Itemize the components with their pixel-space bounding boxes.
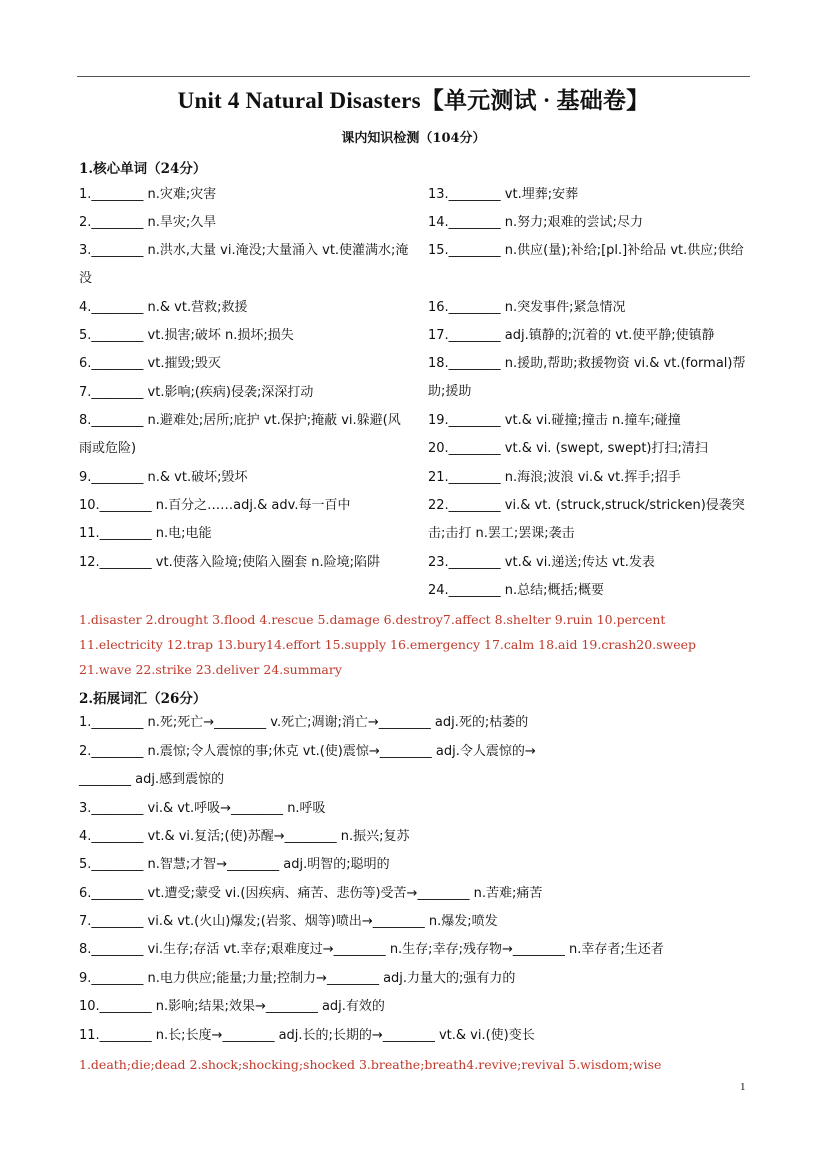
s1-item-15: 15.________ n.供应(量);补给;[pl.]补给品 vt.供应;供给	[428, 243, 744, 258]
s2-item-10: 10.________ n.影响;结果;效果→________ adj.有效的	[79, 999, 385, 1014]
s1-item-18: 18.________ n.援助,帮助;救援物资 vi.& vt.(formal)帮助;援助	[428, 356, 746, 399]
section2-heading: 2.拓展词汇（26分）	[79, 691, 207, 707]
s2-item-4: 4.________ vt.& vi.复活;(使)苏醒→________ n.振兴;复苏	[79, 829, 410, 844]
s1-item-1: 1.________ n.灾难;灾害	[79, 187, 217, 202]
s1-item-9: 9.________ n.& vt.破坏;毁坏	[79, 470, 248, 485]
page-title: Unit 4 Natural Disasters【单元测试 · 基础卷】	[177, 88, 650, 113]
s2-item-8: 8.________ vi.生存;存活 vt.幸存;艰难度过→________ n.生存;幸存;残存物→________ n.幸存者;生还者	[79, 942, 664, 957]
s1-item-10: 10.________ n.百分之……adj.& adv.每一百中	[79, 498, 351, 513]
header-rule	[77, 76, 750, 77]
s2-item-1: 1.________ n.死;死亡→________ v.死亡;凋谢;消亡→________ adj.死的;枯萎的	[79, 715, 529, 730]
s2-item-9: 9.________ n.电力供应;能量;力量;控制力→________ adj.力量大的;强有力的	[79, 971, 516, 986]
s1-item-20: 20.________ vt.& vi. (swept, swept)打扫;清扫	[428, 441, 708, 456]
s2-item-5: 5.________ n.智慧;才智→________ adj.明智的;聪明的	[79, 857, 390, 872]
s2-item-3: 3.________ vi.& vt.呼吸→________ n.呼吸	[79, 801, 326, 816]
page-subtitle: 课内知识检测（104分）	[341, 131, 486, 146]
s1-item-14: 14.________ n.努力;艰难的尝试;尽力	[428, 215, 643, 230]
s1-item-21: 21.________ n.海浪;波浪 vi.& vt.挥手;招手	[428, 470, 681, 485]
page-number: 1	[740, 1081, 746, 1093]
s1-item-2: 2.________ n.旱灾;久旱	[79, 215, 217, 230]
s1-item-23: 23.________ vt.& vi.递送;传达 vt.发表	[428, 555, 655, 570]
s1-item-4: 4.________ n.& vt.营救;救援	[79, 300, 248, 315]
section1-heading: 1.核心单词（24分）	[79, 161, 207, 177]
s1-item-8: 8.________ n.避难处;居所;庇护 vt.保护;掩蔽 vi.躲避(风雨或危险)	[79, 413, 401, 456]
s1-item-5: 5.________ vt.损害;破坏 n.损坏;损失	[79, 328, 294, 343]
s2-item-11: 11.________ n.长;长度→________ adj.长的;长期的→________ vt.& vi.(使)变长	[79, 1028, 535, 1043]
s1-answers-line: 11.electricity 12.trap 13.bury14.effort 15.supply 16.emergency 17.calm 18.aid 19.crash20.sweep	[79, 637, 697, 652]
s1-item-22: 22.________ vi.& vt. (struck,struck/stricken)侵袭突击;击打 n.罢工;罢课;袭击	[428, 498, 745, 541]
s2-item-6: 6.________ vt.遭受;蒙受 vi.(因疾病、痛苦、悲伤等)受苦→________ n.苦难;痛苦	[79, 886, 543, 901]
s1-item-16: 16.________ n.突发事件;紧急情况	[428, 300, 626, 315]
s1-item-13: 13.________ vt.埋葬;安葬	[428, 187, 579, 202]
s2-item-2: 2.________ n.震惊;令人震惊的事;休克 vt.(使)震惊→________ adj.令人震惊的→	[79, 744, 536, 759]
s1-item-19: 19.________ vt.& vi.碰撞;撞击 n.撞车;碰撞	[428, 413, 681, 428]
s2-item-2-cont: ________ adj.感到震惊的	[79, 772, 225, 787]
s2-answers-line: 1.death;die;dead 2.shock;shocking;shocked 3.breathe;breath4.revive;revival 5.wisdom;wise	[79, 1057, 662, 1072]
s2-item-7: 7.________ vi.& vt.(火山)爆发;(岩浆、烟等)喷出→________ n.爆发;喷发	[79, 914, 498, 929]
s1-item-17: 17.________ adj.镇静的;沉着的 vt.使平静;使镇静	[428, 328, 715, 343]
s1-item-12: 12.________ vt.使落入险境;使陷入圈套 n.险境;陷阱	[79, 555, 380, 570]
s1-answers-line: 1.disaster 2.drought 3.flood 4.rescue 5.damage 6.destroy7.affect 8.shelter 9.ruin 10.percent	[79, 612, 666, 627]
s1-item-24: 24.________ n.总结;概括;概要	[428, 583, 604, 598]
s1-item-3: 3.________ n.洪水,大量 vi.淹没;大量涌入 vt.使灌满水;淹没	[79, 243, 409, 286]
s1-answers-line: 21.wave 22.strike 23.deliver 24.summary	[79, 662, 342, 677]
s1-item-6: 6.________ vt.摧毁;毁灭	[79, 356, 221, 371]
s1-item-7: 7.________ vt.影响;(疾病)侵袭;深深打动	[79, 385, 314, 400]
s1-item-11: 11.________ n.电;电能	[79, 526, 212, 541]
